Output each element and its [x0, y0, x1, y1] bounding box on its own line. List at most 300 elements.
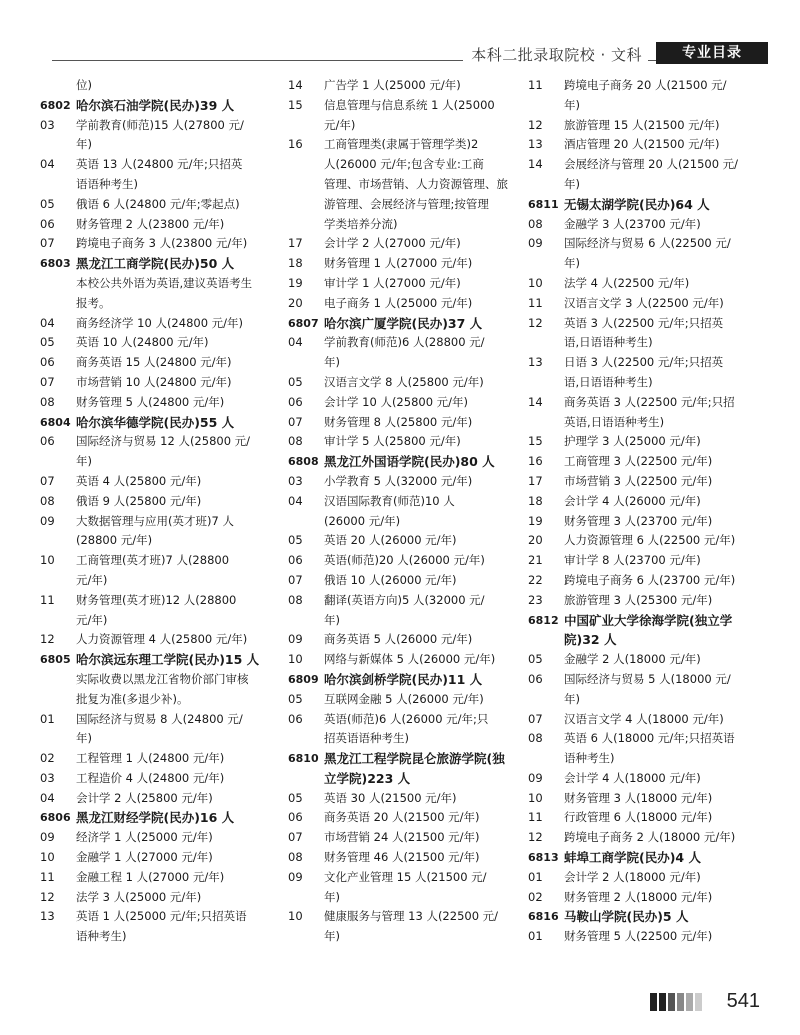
major-code: 08: [288, 850, 303, 865]
school-entry: [40, 808, 262, 828]
major-text: 国际经济与贸易 6 人(22500 元/: [564, 236, 731, 251]
major-code: 05: [40, 196, 55, 211]
major-entry: [40, 472, 262, 492]
major-code: 07: [288, 572, 303, 587]
school-note: [40, 690, 262, 710]
school-name: 马鞍山学院(民办)5 人: [564, 909, 689, 925]
major-text: 跨境电子商务 3 人(23800 元/年): [76, 236, 248, 251]
major-code: 12: [528, 315, 543, 330]
major-code: 18: [528, 493, 543, 508]
major-entry: [528, 512, 770, 532]
major-code: [40, 294, 76, 314]
school-name: 院)32 人: [564, 632, 617, 648]
major-entry: [288, 611, 520, 631]
major-entry: [528, 274, 770, 294]
major-entry: [40, 353, 262, 373]
school-entry: [288, 314, 520, 334]
major-entry: [528, 333, 770, 353]
major-code: 09: [40, 513, 55, 528]
major-text: 英语 3 人(22500 元/年;只招英: [564, 315, 724, 330]
major-code: 14: [288, 78, 303, 92]
major-code: 06: [288, 553, 303, 568]
major-text: 财务管理 46 人(21500 元/年): [324, 850, 480, 865]
major-entry: [40, 175, 262, 195]
major-text: 审计学 5 人(25800 元/年): [324, 434, 461, 449]
school-code: 6806: [40, 811, 71, 825]
major-text: 年): [324, 355, 340, 370]
major-code: [288, 175, 324, 195]
major-code: [528, 690, 564, 710]
major-text: 财务管理 1 人(27000 元/年): [324, 256, 473, 271]
major-text: 旅游管理 15 人(21500 元/年): [564, 117, 720, 132]
major-text: 商务英语 5 人(26000 元/年): [324, 632, 473, 647]
major-entry: [40, 571, 262, 591]
major-entry: [288, 195, 520, 215]
major-code: 02: [528, 889, 543, 904]
major-text: 年): [76, 454, 92, 469]
major-text: 财务管理 3 人(23700 元/年): [564, 513, 713, 528]
major-code: 01: [528, 929, 543, 944]
major-code: [528, 333, 564, 353]
major-text: 会计学 2 人(18000 元/年): [564, 869, 701, 884]
major-entry: [528, 314, 770, 334]
major-entry: [40, 769, 262, 789]
major-entry: [528, 828, 770, 848]
major-text: 会计学 4 人(26000 元/年): [564, 493, 701, 508]
major-code: 15: [288, 97, 303, 112]
footer-bar: [677, 993, 684, 1011]
school-entry: [40, 650, 262, 670]
major-text: 英语 1 人(25000 元/年;只招英语: [76, 909, 247, 924]
major-entry: [40, 710, 262, 730]
major-code: 08: [40, 394, 55, 409]
note-text: 报考。: [76, 295, 111, 310]
major-text: 人力资源管理 6 人(22500 元/年): [564, 533, 736, 548]
major-entry: [40, 234, 262, 254]
school-name: 立学院)223 人: [324, 770, 411, 786]
major-entry: [288, 413, 520, 433]
major-text: 酒店管理 20 人(21500 元/年): [564, 137, 720, 152]
major-entry: [528, 492, 770, 512]
major-code: 16: [528, 454, 543, 469]
major-entry: [528, 353, 770, 373]
major-entry: [288, 789, 520, 809]
major-text: 年): [76, 137, 92, 152]
major-text: 年): [564, 256, 580, 271]
major-code: 04: [40, 157, 55, 172]
major-code: 08: [288, 434, 303, 449]
major-entry: [40, 155, 262, 175]
major-text: 年): [76, 731, 92, 746]
school-name: 中国矿业大学徐海学院(独立学: [564, 612, 733, 628]
major-entry: [40, 907, 262, 927]
major-code: 08: [528, 731, 543, 746]
running-header: [0, 42, 800, 72]
major-text: 人力资源管理 4 人(25800 元/年): [76, 632, 248, 647]
major-text: 英语 30 人(21500 元/年): [324, 790, 457, 805]
major-text: 汉语言文学 4 人(18000 元/年): [564, 711, 724, 726]
major-entry: [40, 135, 262, 155]
major-entry: [288, 175, 520, 195]
major-text: 互联网金融 5 人(26000 元/年): [324, 691, 484, 706]
column-left: [40, 76, 262, 947]
major-entry: [40, 531, 262, 551]
major-code: 09: [528, 770, 543, 785]
school-note: [40, 274, 262, 294]
major-text: 商务英语 20 人(21500 元/年): [324, 810, 480, 825]
major-code: [288, 116, 324, 136]
major-text: 日语 3 人(22500 元/年;只招英: [564, 355, 724, 370]
major-text: 汉语言文学 3 人(22500 元/年): [564, 295, 724, 310]
major-text: 信息管理与信息系统 1 人(25000: [324, 97, 495, 112]
major-code: 11: [40, 869, 55, 884]
section-badge: 专业目录: [656, 42, 768, 64]
major-entry: [288, 907, 520, 927]
major-text: 英语(师范)20 人(26000 元/年): [324, 553, 485, 568]
major-entry: [528, 393, 770, 413]
major-entry: [528, 729, 770, 749]
major-entry: [288, 710, 520, 730]
major-code: 06: [288, 394, 303, 409]
major-text: 行政管理 6 人(18000 元/年): [564, 810, 713, 825]
major-text: 位): [76, 78, 92, 92]
major-code: 11: [528, 810, 543, 825]
major-text: 英语(师范)6 人(26000 元/年;只: [324, 711, 489, 726]
school-code: 6805: [40, 653, 71, 667]
school-note: [40, 670, 262, 690]
major-entry: [288, 512, 520, 532]
major-text: 跨境电子商务 6 人(23700 元/年): [564, 572, 736, 587]
major-text: 工程管理 1 人(24800 元/年): [76, 751, 225, 766]
major-entry: [288, 373, 520, 393]
major-entry: [528, 868, 770, 888]
major-text: 旅游管理 3 人(25300 元/年): [564, 592, 713, 607]
major-text: 跨境电子商务 20 人(21500 元/: [564, 78, 727, 92]
major-entry: [288, 650, 520, 670]
major-code: 05: [288, 533, 303, 548]
major-text: 英语 13 人(24800 元/年;只招英: [76, 157, 243, 172]
major-entry: [528, 571, 770, 591]
school-name: 黑龙江财经学院(民办)16 人: [76, 810, 235, 826]
major-text: 俄语 6 人(24800 元/年;零起点): [76, 196, 240, 211]
major-code: 05: [288, 374, 303, 389]
school-name: 哈尔滨石油学院(民办)39 人: [76, 97, 235, 113]
major-entry: [288, 828, 520, 848]
major-text: 年): [324, 889, 340, 904]
major-code: [40, 76, 76, 96]
major-entry: [528, 927, 770, 947]
major-text: 财务管理 2 人(23800 元/年): [76, 216, 225, 231]
major-text: 市场营销 24 人(21500 元/年): [324, 830, 480, 845]
major-text: 英语,日语语种考生): [564, 414, 665, 429]
major-code: 12: [40, 889, 55, 904]
major-text: 翻译(英语方向)5 人(32000 元/: [324, 592, 485, 607]
major-entry: [40, 116, 262, 136]
school-name: 无锡太湖学院(民办)64 人: [564, 196, 710, 212]
major-text: 会展经济与管理 20 人(21500 元/: [564, 157, 739, 172]
major-text: 商务经济学 10 人(24800 元/年): [76, 315, 244, 330]
school-entry: [288, 452, 520, 472]
major-text: 金融学 1 人(27000 元/年): [76, 850, 213, 865]
major-entry: [288, 254, 520, 274]
major-text: 电子商务 1 人(25000 元/年): [324, 295, 473, 310]
major-code: 13: [528, 137, 543, 152]
major-text: 年): [564, 176, 580, 191]
major-code: [288, 512, 324, 532]
major-code: 04: [288, 335, 303, 350]
major-code: 07: [40, 236, 55, 251]
major-code: 09: [528, 236, 543, 251]
column-right: [528, 76, 770, 947]
major-entry: [40, 512, 262, 532]
school-entry: [528, 848, 770, 868]
major-entry: [528, 769, 770, 789]
major-code: 03: [288, 473, 303, 488]
major-code: 18: [288, 256, 303, 271]
major-entry: [528, 76, 770, 96]
major-code: 13: [528, 355, 543, 370]
major-entry: [528, 155, 770, 175]
major-entry: [288, 353, 520, 373]
major-code: 08: [40, 493, 55, 508]
major-code: [40, 274, 76, 294]
major-code: [528, 96, 564, 116]
major-text: 招英语语种考生): [324, 731, 409, 746]
school-code: 6809: [288, 672, 319, 686]
major-text: 网络与新媒体 5 人(26000 元/年): [324, 652, 496, 667]
major-code: 11: [528, 78, 543, 92]
school-code: 6803: [40, 257, 71, 271]
major-entry: [528, 294, 770, 314]
major-entry: [528, 808, 770, 828]
major-code: 06: [40, 355, 55, 370]
major-entry: [40, 314, 262, 334]
major-code: [40, 611, 76, 631]
major-text: 会计学 2 人(25800 元/年): [76, 790, 213, 805]
school-name: 蚌埠工商学院(民办)4 人: [564, 850, 701, 866]
major-entry: [288, 808, 520, 828]
major-text: 金融工程 1 人(27000 元/年): [76, 869, 225, 884]
major-entry: [288, 76, 520, 96]
major-text: 国际经济与贸易 5 人(18000 元/: [564, 671, 731, 686]
footer-bar: [695, 993, 702, 1011]
major-text: 小学教育 5 人(32000 元/年): [324, 473, 473, 488]
major-text: 金融学 3 人(23700 元/年): [564, 216, 701, 231]
major-code: 16: [288, 137, 303, 152]
major-code: 09: [288, 869, 303, 884]
major-entry: [40, 888, 262, 908]
major-code: 05: [528, 652, 543, 667]
school-code: [528, 630, 564, 650]
major-entry: [528, 116, 770, 136]
major-text: 健康服务与管理 13 人(22500 元/: [324, 909, 499, 924]
major-entry: [528, 413, 770, 433]
major-entry: [40, 868, 262, 888]
major-entry: [288, 215, 520, 235]
major-code: [288, 888, 324, 908]
school-entry: [288, 749, 520, 769]
school-name: 黑龙江外国语学院(民办)80 人: [324, 454, 495, 470]
major-text: 语,日语语种考生): [564, 374, 653, 389]
major-code: 12: [528, 830, 543, 845]
major-text: 学类培养分流): [324, 216, 398, 231]
major-code: 10: [528, 275, 543, 290]
school-code: 6813: [528, 851, 559, 865]
major-text: 商务英语 15 人(24800 元/年): [76, 355, 232, 370]
major-text: 英语 20 人(26000 元/年): [324, 533, 457, 548]
major-entry: [40, 848, 262, 868]
major-entry: [288, 432, 520, 452]
major-code: 04: [40, 790, 55, 805]
school-name: 哈尔滨华德学院(民办)55 人: [76, 414, 235, 430]
major-code: 22: [528, 572, 543, 587]
major-text: 元/年): [76, 612, 108, 627]
note-text: 批复为准(多退少补)。: [76, 691, 189, 706]
page-number: 541: [726, 990, 760, 1012]
major-code: [40, 729, 76, 749]
major-entry: [288, 531, 520, 551]
footer-bar: [650, 993, 657, 1011]
major-code: 01: [528, 869, 543, 884]
major-text: 汉语国际教育(师范)10 人: [324, 493, 455, 508]
major-entry: [288, 630, 520, 650]
major-text: 护理学 3 人(25000 元/年): [564, 434, 701, 449]
major-entry: [40, 373, 262, 393]
major-entry: [40, 551, 262, 571]
major-text: 学前教育(师范)6 人(28800 元/: [324, 335, 485, 350]
major-code: 17: [528, 473, 543, 488]
major-text: 财务管理(英才班)12 人(28800: [76, 592, 237, 607]
major-code: 07: [288, 830, 303, 845]
major-entry: [528, 531, 770, 551]
major-entry: [288, 116, 520, 136]
major-entry: [528, 175, 770, 195]
major-code: 17: [288, 236, 303, 251]
major-entry: [528, 135, 770, 155]
major-entry: [288, 571, 520, 591]
major-entry: [288, 155, 520, 175]
major-entry: [288, 234, 520, 254]
major-code: 13: [40, 909, 55, 924]
major-code: 10: [40, 553, 55, 568]
note-text: 本校公共外语为英语,建议英语考生: [76, 275, 253, 290]
major-code: 20: [288, 295, 303, 310]
major-code: 20: [528, 533, 543, 548]
major-text: 年): [324, 612, 340, 627]
major-entry: [528, 234, 770, 254]
school-code: 6810: [288, 752, 319, 766]
school-entry: [528, 611, 770, 631]
school-code: 6812: [528, 613, 559, 627]
major-entry: [288, 294, 520, 314]
major-entry: [288, 551, 520, 571]
major-text: 学前教育(师范)15 人(27800 元/: [76, 117, 244, 132]
major-text: 金融学 2 人(18000 元/年): [564, 652, 701, 667]
major-entry: [288, 135, 520, 155]
major-entry: [528, 215, 770, 235]
major-text: 俄语 9 人(25800 元/年): [76, 493, 202, 508]
major-entry: [528, 452, 770, 472]
major-text: 元/年): [76, 572, 108, 587]
school-entry: [40, 413, 262, 433]
major-entry: [40, 76, 262, 96]
school-code: 6811: [528, 197, 559, 211]
major-entry: [288, 96, 520, 116]
major-entry: [288, 393, 520, 413]
major-entry: [288, 927, 520, 947]
major-text: 会计学 2 人(27000 元/年): [324, 236, 461, 251]
major-code: [528, 749, 564, 769]
column-middle: [288, 76, 520, 947]
major-text: 市场营销 10 人(24800 元/年): [76, 374, 232, 389]
major-code: 11: [40, 592, 55, 607]
major-code: 03: [40, 770, 55, 785]
major-code: 23: [528, 592, 543, 607]
major-code: 19: [288, 275, 303, 290]
major-code: 05: [288, 790, 303, 805]
school-code: 6808: [288, 455, 319, 469]
major-code: [528, 373, 564, 393]
major-text: 语种考生): [76, 929, 127, 944]
school-code: [288, 769, 324, 789]
major-code: 07: [528, 711, 543, 726]
major-text: 市场营销 3 人(22500 元/年): [564, 473, 713, 488]
major-code: [288, 155, 324, 175]
major-code: 06: [40, 434, 55, 449]
major-text: 俄语 10 人(26000 元/年): [324, 572, 457, 587]
major-code: 09: [288, 632, 303, 647]
major-entry: [40, 630, 262, 650]
major-code: 10: [288, 652, 303, 667]
school-code: 6804: [40, 415, 71, 429]
major-entry: [288, 591, 520, 611]
major-code: 10: [40, 850, 55, 865]
major-entry: [40, 749, 262, 769]
major-text: 财务管理 5 人(22500 元/年): [564, 929, 713, 944]
major-text: 管理、市场营销、人力资源管理、旅: [324, 176, 508, 191]
major-code: 02: [40, 751, 55, 766]
major-code: 06: [288, 711, 303, 726]
major-code: 01: [40, 711, 55, 726]
major-code: 04: [288, 493, 303, 508]
major-code: [40, 571, 76, 591]
major-code: [40, 670, 76, 690]
major-code: [288, 353, 324, 373]
major-code: 05: [40, 335, 55, 350]
major-entry: [288, 729, 520, 749]
major-code: 06: [288, 810, 303, 825]
major-code: [528, 413, 564, 433]
major-text: 会计学 10 人(25800 元/年): [324, 394, 469, 409]
major-entry: [40, 789, 262, 809]
footer-bar: [668, 993, 675, 1011]
major-text: 游管理、会展经济与管理;按管理: [324, 196, 489, 211]
school-entry: [40, 254, 262, 274]
school-entry: [40, 96, 262, 116]
major-entry: [288, 492, 520, 512]
school-code: 6807: [288, 316, 319, 330]
major-text: 财务管理 2 人(18000 元/年): [564, 889, 713, 904]
major-code: 07: [40, 374, 55, 389]
major-entry: [528, 373, 770, 393]
major-entry: [528, 591, 770, 611]
major-code: 10: [288, 909, 303, 924]
major-text: 工商管理类(隶属于管理学类)2: [324, 137, 479, 152]
major-entry: [528, 254, 770, 274]
major-text: 汉语言文学 8 人(25800 元/年): [324, 374, 484, 389]
major-text: 英语 10 人(24800 元/年): [76, 335, 209, 350]
major-text: (26000 元/年): [324, 513, 401, 528]
